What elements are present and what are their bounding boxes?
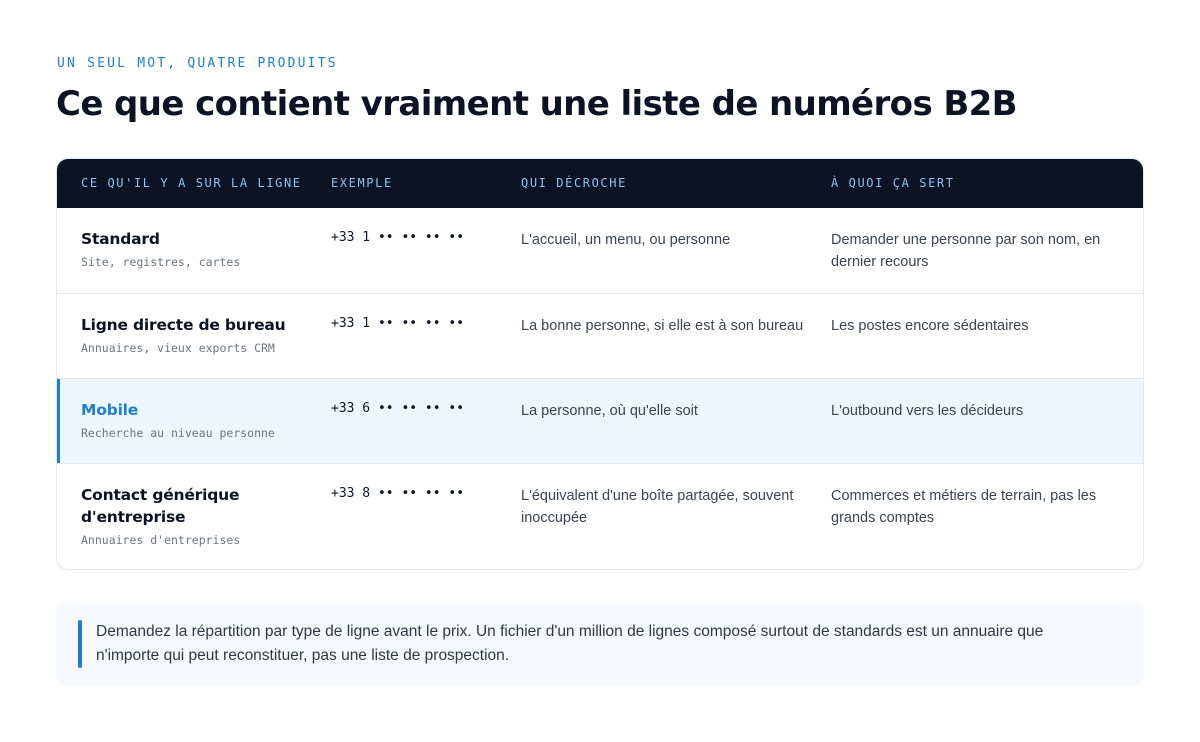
line-type-source: Recherche au niveau personne bbox=[81, 426, 275, 440]
eyebrow: UN SEUL MOT, QUATRE PRODUITS bbox=[57, 56, 338, 71]
table-header bbox=[57, 159, 1143, 208]
line-type-name: Ligne directe de bureau bbox=[81, 316, 286, 334]
who-answers: L'accueil, un menu, ou personne bbox=[521, 232, 731, 248]
who-answers: La personne, où qu'elle soit bbox=[521, 403, 698, 419]
callout-text: Demandez la répartition par type de ligne avant le prix. Un fichier d'un million de lignes composé surtout de standards est un annuaire que n'importe qui peut reconstituer, pas une liste de prospection. bbox=[96, 623, 1044, 664]
use-case: Demander une personne par son nom, en dernier recours bbox=[831, 232, 1101, 270]
line-type-source: Site, registres, cartes bbox=[81, 255, 241, 269]
table-row bbox=[57, 463, 1143, 570]
line-type-name: Mobile bbox=[81, 401, 139, 419]
example-number: +33 8 •• •• •• •• bbox=[331, 486, 465, 501]
example-number: +33 6 •• •• •• •• bbox=[331, 401, 465, 416]
use-case: Commerces et métiers de terrain, pas les grands comptes bbox=[831, 488, 1097, 526]
use-case: L'outbound vers les décideurs bbox=[831, 403, 1024, 419]
table-row bbox=[57, 208, 1143, 293]
example-number: +33 1 •• •• •• •• bbox=[331, 316, 465, 331]
column-header-example: EXEMPLE bbox=[331, 176, 393, 190]
line-type-source: Annuaires d'entreprises bbox=[81, 533, 241, 547]
who-answers: La bonne personne, si elle est à son bureau bbox=[521, 318, 804, 334]
table-row-highlighted bbox=[57, 378, 1143, 463]
line-type-name: Standard bbox=[81, 230, 160, 248]
callout-accent-bar bbox=[78, 620, 82, 668]
column-header-who: QUI DÉCROCHE bbox=[521, 176, 627, 190]
line-types-table bbox=[56, 158, 1144, 570]
line-type-name: Contact générique d'entreprise bbox=[81, 486, 240, 526]
use-case: Les postes encore sédentaires bbox=[831, 318, 1029, 334]
line-type-source: Annuaires, vieux exports CRM bbox=[81, 341, 275, 355]
who-answers: L'équivalent d'une boîte partagée, souvent inoccupée bbox=[521, 488, 794, 526]
table-row bbox=[57, 293, 1143, 378]
callout-note bbox=[56, 602, 1144, 685]
page-title: Ce que contient vraiment une liste de numéros B2B bbox=[56, 84, 1017, 124]
column-header-use: À QUOI ÇA SERT bbox=[831, 176, 955, 190]
example-number: +33 1 •• •• •• •• bbox=[331, 230, 465, 245]
column-header-line: CE QU'IL Y A SUR LA LIGNE bbox=[81, 176, 302, 190]
